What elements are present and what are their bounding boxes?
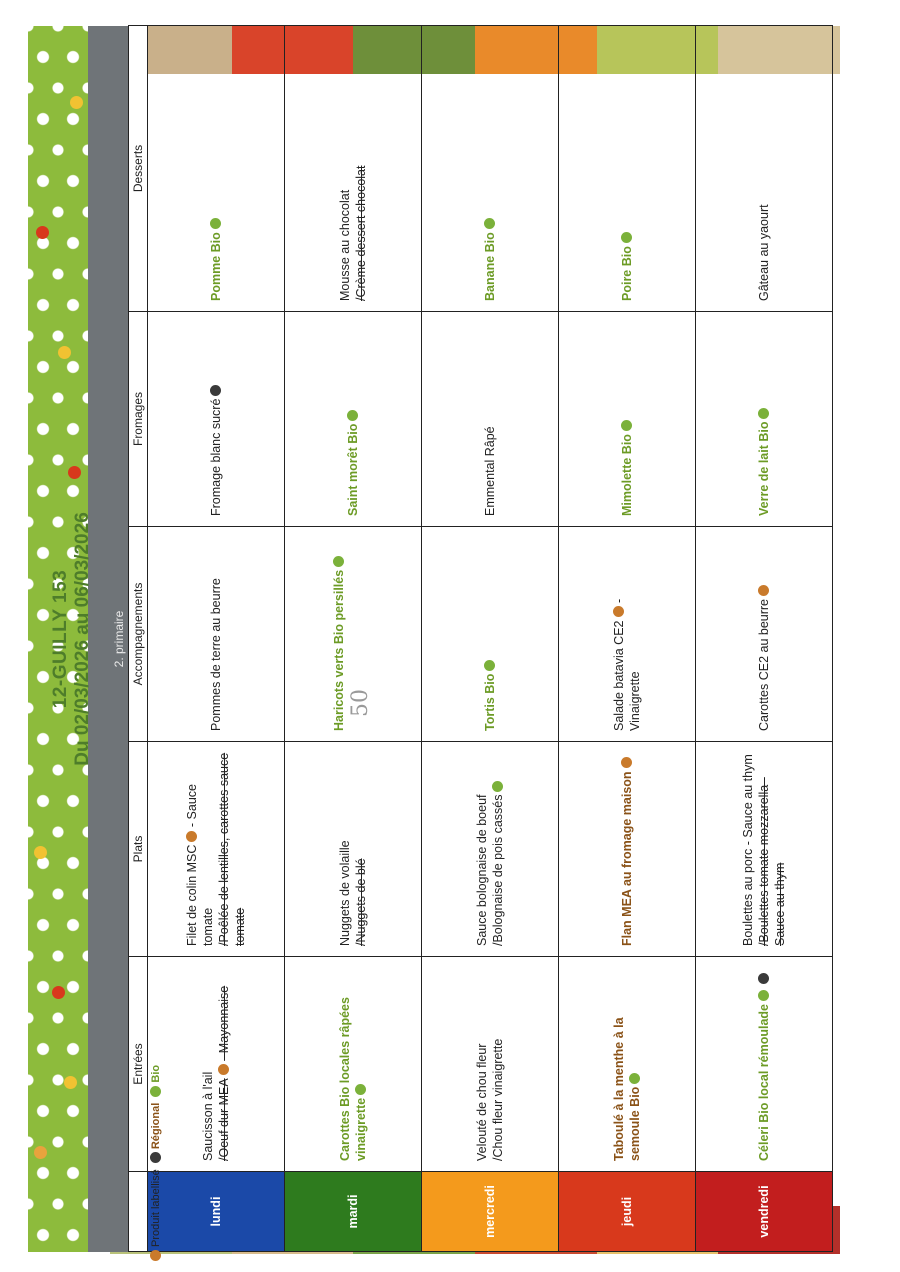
legend <box>150 1004 170 1264</box>
plat-sauce: - Sauce tomate <box>185 783 215 946</box>
bio-badge-icon <box>629 1073 640 1084</box>
plat-cell <box>422 742 559 957</box>
fromage-cell <box>422 312 559 527</box>
legend-labellise: Produit labellisé <box>150 1169 162 1247</box>
fromage-text: Fromage blanc sucré <box>209 398 223 516</box>
dessert-cell <box>559 26 696 312</box>
dessert-text: Pomme Bio <box>209 232 223 301</box>
page-title: 12-GUILLY 153 <box>50 569 71 709</box>
plat-line: Nuggets de volaille <box>338 840 352 946</box>
plat-alt-line: /Nuggets de blé <box>354 858 368 946</box>
entree-line: Taboulé à la menthe à la semoule Bio <box>612 1017 642 1161</box>
menu-header <box>50 26 110 1252</box>
bio-badge-icon <box>333 556 344 567</box>
dessert-text: Banane Bio <box>483 232 497 301</box>
plat-cell <box>285 742 422 957</box>
bio-badge-icon <box>621 420 632 431</box>
accompagnement-cell <box>559 527 696 742</box>
day-label-mercredi: mercredi <box>422 1172 559 1252</box>
entree-alt-sauce: - Mayonnaise <box>217 985 231 1061</box>
entree-cell <box>559 957 696 1172</box>
entree-line: Céleri Bio local rémoulade <box>757 1004 771 1161</box>
fromage-text: Saint morêt Bio <box>346 423 360 516</box>
plat-alt-line: /Poêlée de lentilles, carottes sauce tomate <box>217 752 247 946</box>
accompagnement-cell <box>696 527 833 742</box>
plat-cell <box>559 742 696 957</box>
fromage-cell <box>696 312 833 527</box>
regional-badge-icon <box>758 585 769 596</box>
day-label-vendredi: vendredi <box>696 1172 833 1252</box>
menu-sheet <box>50 26 838 1252</box>
entree-line: Carottes Bio locales râpées vinaigrette <box>338 997 368 1161</box>
label-badge-icon <box>210 385 221 396</box>
label-badge-icon <box>758 973 769 984</box>
regional-badge-icon <box>218 1064 229 1075</box>
entree-line: Velouté de chou fleur <box>475 1043 489 1161</box>
accompagnement-text: Tortis Bio <box>483 673 497 731</box>
label-badge-icon <box>150 1152 161 1163</box>
bio-badge-icon <box>758 990 769 1001</box>
entree-cell <box>422 957 559 1172</box>
regional-badge-icon <box>186 831 197 842</box>
bio-badge-icon <box>484 218 495 229</box>
accompagnement-cell <box>285 527 422 742</box>
regional-badge-icon <box>613 607 624 618</box>
bio-badge-icon <box>210 218 221 229</box>
day-label-mardi: mardi <box>285 1172 422 1252</box>
plat-cell <box>696 742 833 957</box>
day-label-jeudi: jeudi <box>559 1172 696 1252</box>
entree-alt-line: /Chou fleur vinaigrette <box>491 1038 505 1161</box>
plat-line: Sauce bolognaise de boeuf <box>475 794 489 946</box>
column-header-fromages: Fromages <box>129 312 148 527</box>
dessert-alt-line: /Crème dessert chocolat <box>354 165 368 301</box>
decor-dot <box>34 1146 47 1159</box>
day-label-lundi: lundi <box>148 1172 285 1252</box>
day-row-mardi <box>285 26 422 1252</box>
bio-badge-icon <box>347 410 358 421</box>
regional-badge-icon <box>621 757 632 768</box>
legend-regional: Régional <box>150 1102 162 1150</box>
section-label: 2. primaire <box>110 26 128 1252</box>
accompagnement-sauce: - Vinaigrette <box>612 598 642 731</box>
fromage-text: Mimolette Bio <box>620 434 634 516</box>
plat-line: Flan MEA au fromage maison <box>620 771 634 946</box>
bio-badge-icon <box>492 781 503 792</box>
dessert-cell <box>422 26 559 312</box>
fromage-cell <box>148 312 285 527</box>
accompagnement-cell <box>148 527 285 742</box>
plat-alt-line: /Boulettes tomate mozzarella - Sauce au thym <box>757 777 787 946</box>
fromage-text: Verre de lait Bio <box>757 421 771 516</box>
dessert-text: Poire Bio <box>620 246 634 301</box>
column-header-accompagnements: Accompagnements <box>129 527 148 742</box>
dessert-cell <box>285 26 422 312</box>
dessert-cell <box>148 26 285 312</box>
column-header-day <box>129 1172 148 1252</box>
day-row-jeudi <box>559 26 696 1252</box>
entree-line: Saucisson à l'ail <box>201 1071 215 1161</box>
column-header-desserts: Desserts <box>129 26 148 312</box>
plat-alt-line: /Bolognaise de pois cassés <box>491 794 505 946</box>
date-range: Du 02/03/2026 au 06/03/2026 <box>72 512 93 766</box>
accompagnement-text: Carottes CE2 au beurre <box>757 598 771 731</box>
fromage-text: Emmental Râpé <box>483 426 497 516</box>
dessert-line: Mousse au chocolat <box>338 189 352 301</box>
dessert-text: Gâteau au yaourt <box>757 204 771 301</box>
bio-badge-icon <box>150 1086 161 1097</box>
column-header-row <box>129 26 148 1252</box>
bio-badge-icon <box>484 660 495 671</box>
dessert-cell <box>696 26 833 312</box>
menu-table <box>128 25 833 1252</box>
fromage-cell <box>285 312 422 527</box>
day-row-vendredi <box>696 26 833 1252</box>
accompagnement-text: Haricots verts Bio persillés <box>331 569 346 731</box>
fromage-cell <box>559 312 696 527</box>
plat-line: Boulettes au porc - Sauce au thym <box>741 754 755 946</box>
handwritten-note: 50 <box>347 689 373 717</box>
accompagnement-text: Salade batavia CE2 <box>612 620 626 731</box>
column-header-entrees: Entrées <box>129 957 148 1172</box>
decor-dot <box>36 226 49 239</box>
accompagnement-text: Pommes de terre au beurre <box>209 578 223 731</box>
plat-line: Filet de colin MSC <box>185 844 199 946</box>
entree-cell <box>285 957 422 1172</box>
bio-badge-icon <box>758 408 769 419</box>
entree-alt-line: /Oeuf dur MEA <box>217 1078 231 1161</box>
bio-badge-icon <box>355 1084 366 1095</box>
day-row-mercredi <box>422 26 559 1252</box>
legend-bio: Bio <box>150 1064 162 1083</box>
column-header-plats: Plats <box>129 742 148 957</box>
bio-badge-icon <box>621 232 632 243</box>
decor-dot <box>34 846 47 859</box>
entree-cell <box>696 957 833 1172</box>
plat-cell <box>148 742 285 957</box>
regional-badge-icon <box>150 1250 161 1261</box>
accompagnement-cell <box>422 527 559 742</box>
